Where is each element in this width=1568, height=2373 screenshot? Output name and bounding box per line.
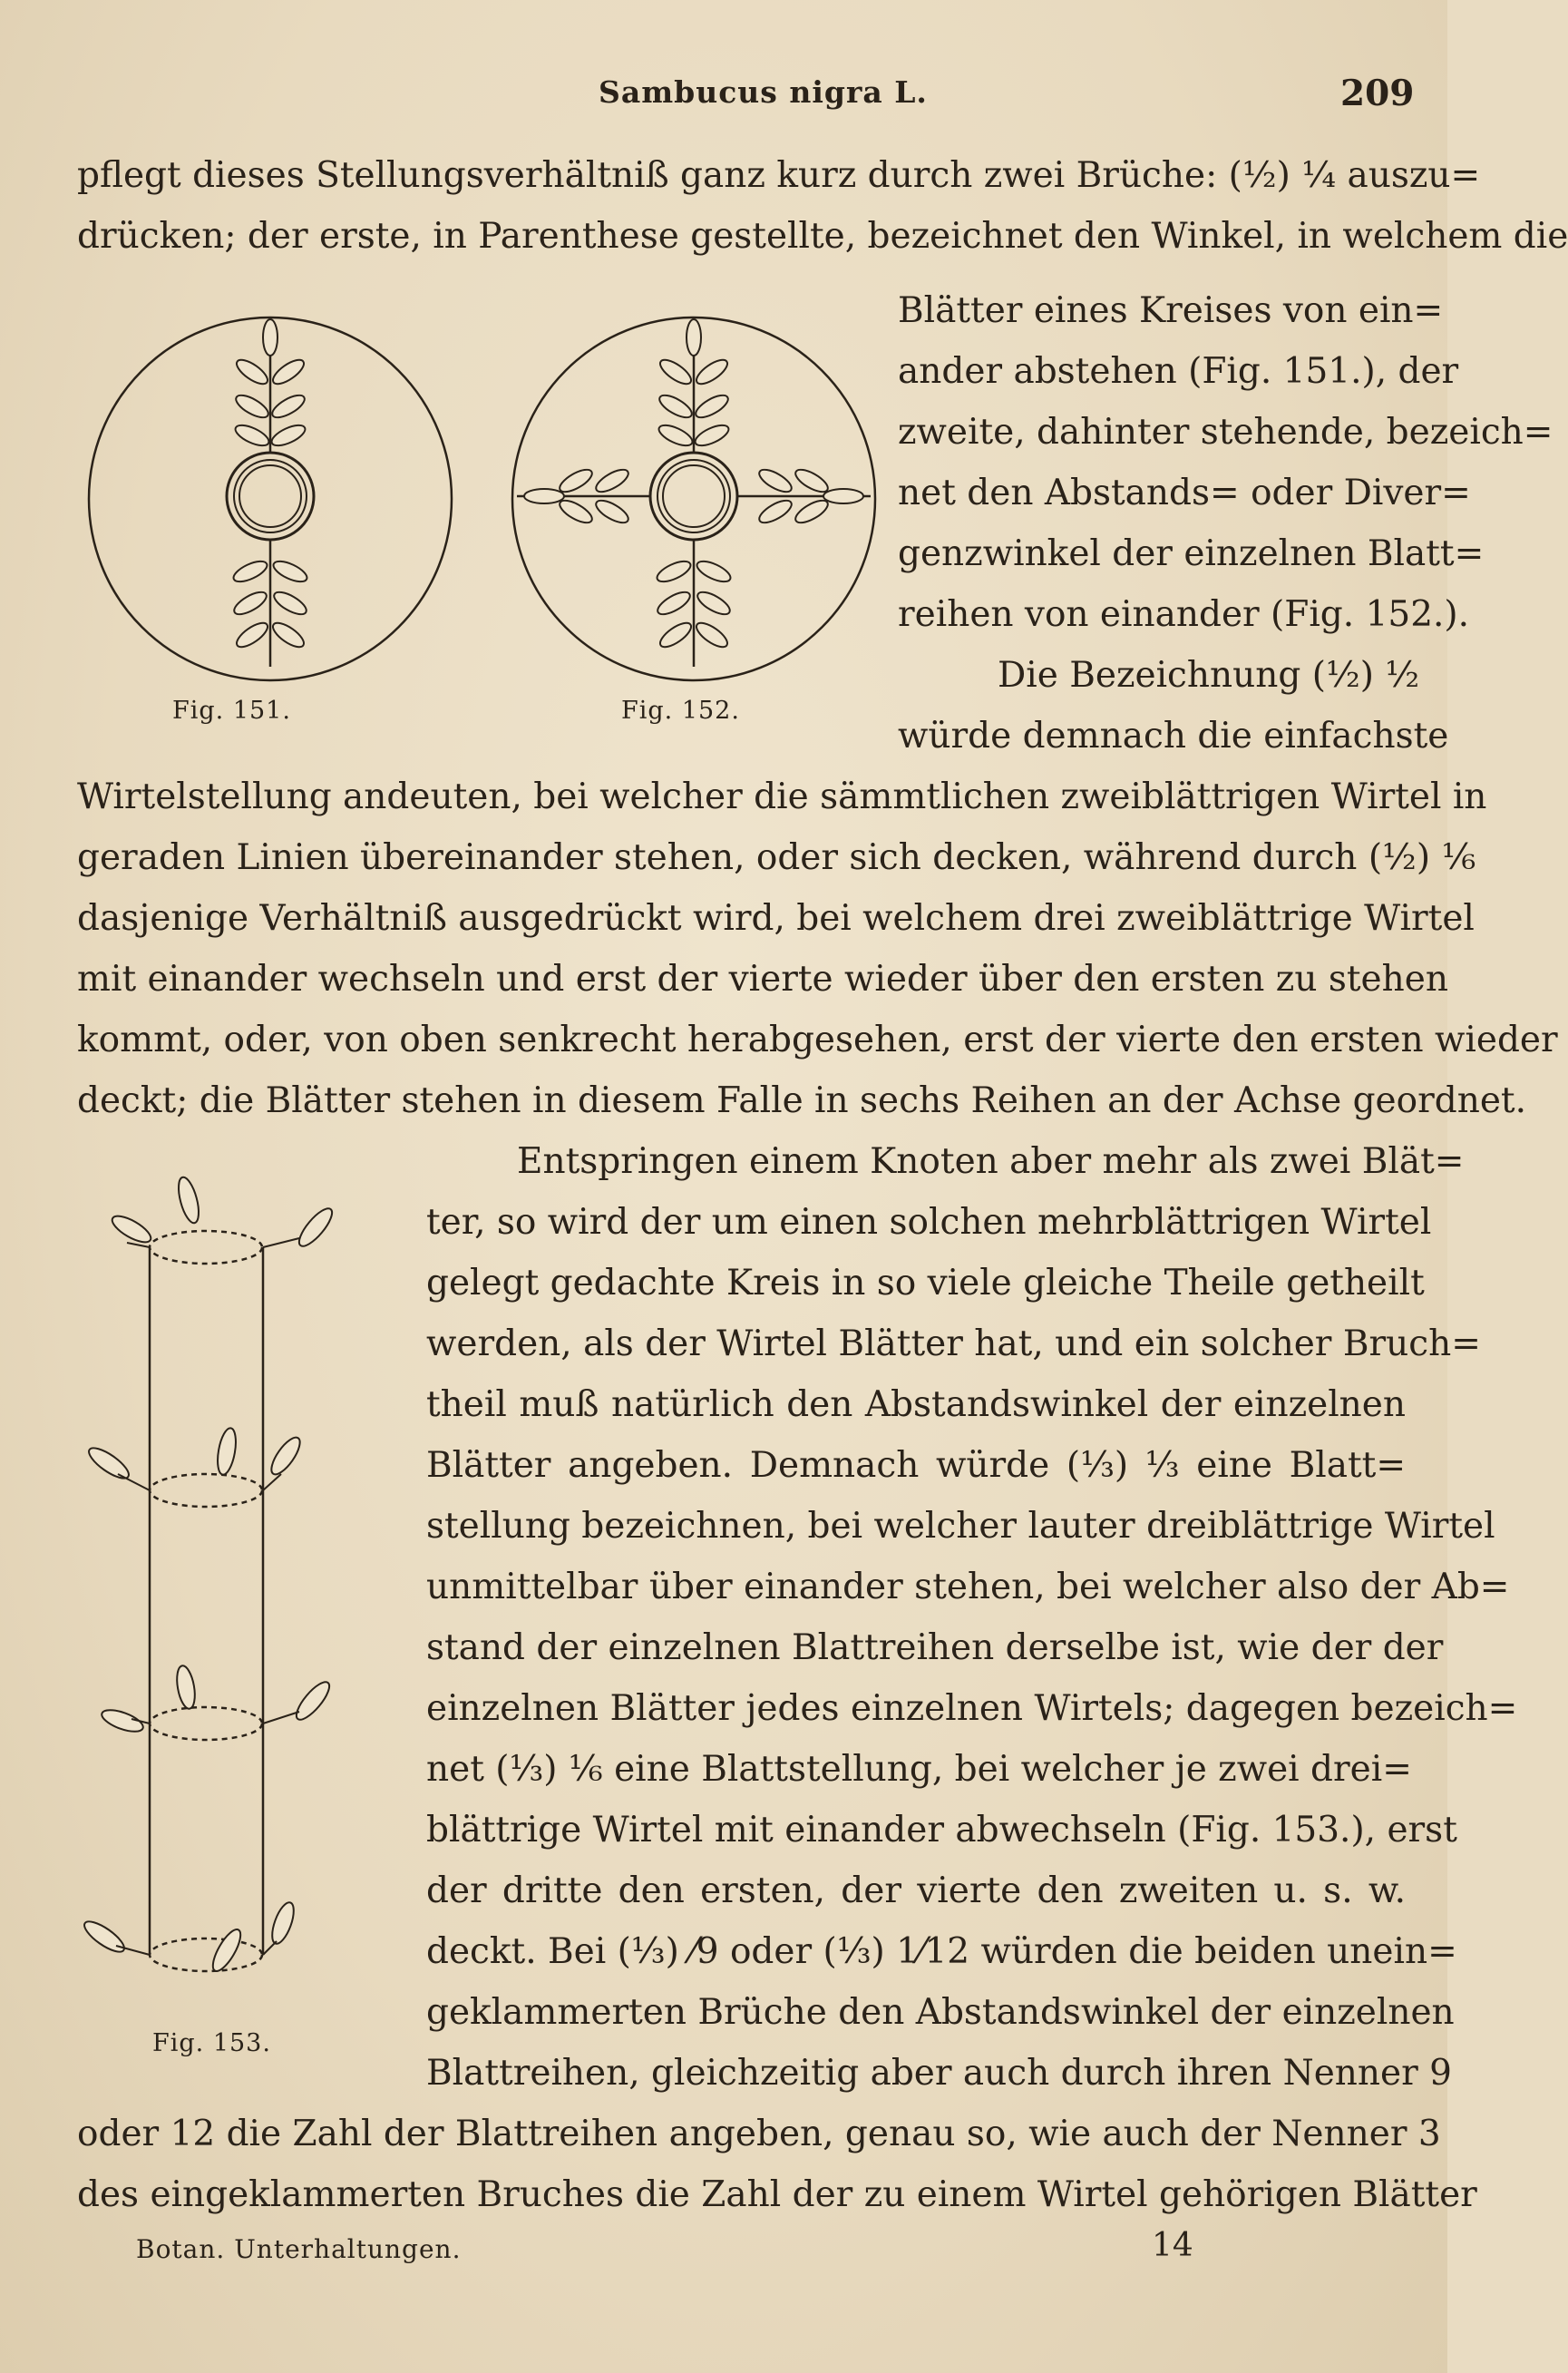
text-line: Blätter angeben. Demnach würde (⅓) ⅓ eine Blatt= [426, 1445, 1406, 1486]
text-line: der dritte den ersten, der vierte den zweiten u. s. w. [426, 1870, 1406, 1911]
figure-153-caption: Fig. 153. [152, 2029, 271, 2057]
text-line: kommt, oder, von oben senkrecht herabgesehen, erst der vierte den ersten wieder [77, 1020, 1558, 1060]
text-line: Entspringen einem Knoten aber mehr als zwei Blät= [517, 1141, 1465, 1182]
text-line: dasjenige Verhältniß ausgedrückt wird, bei welchem drei zweiblättrige Wirtel [77, 898, 1475, 939]
text-line: Die Bezeichnung (½) ½ [998, 655, 1420, 696]
text-line: pflegt dieses Stellungsverhältniß ganz kurz durch zwei Brüche: (½) ¼ auszu= [77, 155, 1481, 196]
text-line: würde demnach die einfachste [898, 716, 1449, 757]
figure-152-diagram [503, 308, 884, 689]
text-line: theil muß natürlich den Abstandswinkel der einzelnen [426, 1384, 1406, 1425]
text-line: Blattreihen, gleichzeitig aber auch durch ihren Nenner 9 [426, 2053, 1452, 2094]
text-line: Blätter eines Kreises von ein= [898, 290, 1444, 331]
text-line: mit einander wechseln und erst der vierte wieder über den ersten zu stehen [77, 959, 1448, 1000]
text-line: ander abstehen (Fig. 151.), der [898, 351, 1459, 392]
figure-153-diagram [82, 1175, 390, 2009]
text-line: stand der einzelnen Blattreihen derselbe ist, wie der der [426, 1627, 1444, 1668]
text-line: oder 12 die Zahl der Blattreihen angeben, genau so, wie auch der Nenner 3 [77, 2114, 1441, 2154]
text-line: geraden Linien übereinander stehen, oder sich decken, während durch (½) ⅙ [77, 837, 1476, 878]
running-header-title: Sambucus nigra L. [599, 74, 928, 110]
figure-152-caption: Fig. 152. [621, 697, 740, 725]
figure-151-caption: Fig. 151. [172, 697, 291, 725]
text-line: genzwinkel der einzelnen Blatt= [898, 533, 1485, 574]
text-line: unmittelbar über einander stehen, bei welcher also der Ab= [426, 1567, 1510, 1607]
text-line: geklammerten Brüche den Abstandswinkel der einzelnen [426, 1992, 1455, 2033]
text-line: ter, so wird der um einen solchen mehrblättrigen Wirtel [426, 1202, 1432, 1243]
page-number: 209 [1340, 73, 1415, 114]
text-line: Wirtelstellung andeuten, bei welcher die sämmtlichen zweiblättrigen Wirtel in [77, 776, 1487, 817]
figure-151-diagram [80, 308, 461, 689]
text-line: reihen von einander (Fig. 152.). [898, 594, 1470, 635]
text-line: stellung bezeichnen, bei welcher lauter dreiblättrige Wirtel [426, 1506, 1495, 1547]
text-line: deckt; die Blätter stehen in diesem Falle in sechs Reihen an der Achse geordnet. [77, 1080, 1526, 1121]
text-line: net den Abstands= oder Diver= [898, 473, 1471, 513]
text-line: gelegt gedachte Kreis in so viele gleiche Theile getheilt [426, 1263, 1425, 1304]
text-line: blättrige Wirtel mit einander abwechseln (Fig. 153.), erst [426, 1810, 1457, 1851]
signature-mark: 14 [1152, 2227, 1193, 2264]
text-line: zweite, dahinter stehende, bezeich= [898, 412, 1553, 453]
footer-book-title: Botan. Unterhaltungen. [136, 2234, 462, 2264]
text-line: drücken; der erste, in Parenthese gestellte, bezeichnet den Winkel, in welchem die [77, 216, 1568, 257]
text-line: des eingeklammerten Bruches die Zahl der zu einem Wirtel gehörigen Blätter [77, 2174, 1477, 2215]
text-line: net (⅓) ⅙ eine Blattstellung, bei welcher je zwei drei= [426, 1749, 1412, 1790]
text-line: deckt. Bei (⅓) ⁄9 oder (⅓) 1⁄12 würden die beiden unein= [426, 1931, 1457, 1972]
text-line: werden, als der Wirtel Blätter hat, und ein solcher Bruch= [426, 1323, 1481, 1364]
text-line: einzelnen Blätter jedes einzelnen Wirtels; dagegen bezeich= [426, 1688, 1518, 1729]
